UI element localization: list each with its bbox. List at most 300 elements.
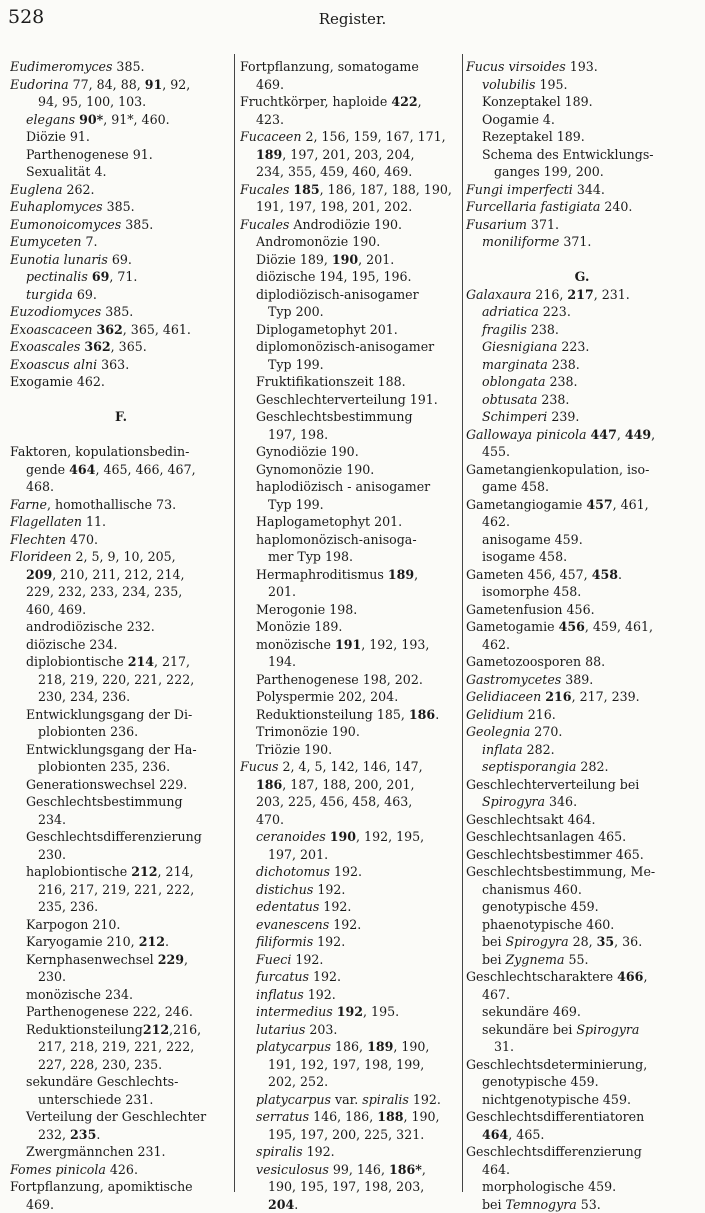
- entry-text: Geschlechterverteilung 191.: [256, 392, 438, 407]
- entry-text: 195, 197, 200, 225, 321.: [268, 1127, 424, 1142]
- page-reference-bold: 186*: [389, 1162, 422, 1177]
- taxon-name: Temnogyra: [506, 1197, 577, 1212]
- entry-text: mer Typ 198.: [268, 549, 353, 564]
- page-reference-bold: 189: [256, 147, 282, 162]
- entry-text: 423.: [256, 112, 284, 127]
- taxon-name: Galaxaura: [466, 287, 531, 302]
- entry-text: androdiözische 232.: [26, 619, 155, 634]
- entry-text: Reduktionsteilung: [26, 1022, 143, 1037]
- entry-text: Reduktionsteilung 185,: [256, 707, 409, 722]
- index-entry: [466, 618, 698, 636]
- index-entry: [240, 286, 460, 304]
- entry-text: 238.: [537, 392, 569, 407]
- index-entry: [466, 58, 698, 76]
- page-reference-bold: 457: [586, 497, 612, 512]
- taxon-name: Gallowaya pinicola: [466, 427, 587, 442]
- entry-text: 462.: [482, 637, 510, 652]
- index-entry: [10, 706, 232, 724]
- taxon-name: dichotomus: [256, 864, 330, 879]
- index-entry: [240, 1108, 460, 1126]
- index-entry: [240, 776, 460, 794]
- index-entry: [466, 391, 698, 409]
- column-rule: [234, 54, 235, 1192]
- entry-text: 2, 5, 9, 10, 205,: [71, 549, 175, 564]
- entry-text: haplomonözisch-anisoga-: [256, 532, 417, 547]
- entry-text: ,: [422, 1162, 426, 1177]
- index-entry: [240, 933, 460, 951]
- entry-text: ,: [617, 427, 625, 442]
- taxon-name: Gelidium: [466, 707, 524, 722]
- index-entry: [466, 373, 698, 391]
- index-entry: [466, 898, 698, 916]
- index-entry: [466, 881, 698, 899]
- index-entry: [240, 1196, 460, 1213]
- taxon-name: adriatica: [482, 304, 539, 319]
- index-entry: [240, 391, 460, 409]
- index-entry: [466, 776, 698, 794]
- entry-text: Konzeptakel 189.: [482, 94, 593, 109]
- entry-text: Geschlechtsbestimmer 465.: [466, 847, 644, 862]
- entry-text: sekundäre 469.: [482, 1004, 581, 1019]
- entry-text: monözische: [256, 637, 335, 652]
- index-entry: [240, 128, 460, 146]
- entry-text: Entwicklungsgang der Di-: [26, 707, 192, 722]
- index-entry: [10, 1056, 232, 1074]
- entry-text: 69.: [73, 287, 97, 302]
- taxon-name: spiralis: [256, 1144, 303, 1159]
- taxon-name: Geolegnia: [466, 724, 530, 739]
- entry-text: Geschlechtsbestimmung: [26, 794, 183, 809]
- entry-text: haplodiözisch - anisogamer: [256, 479, 430, 494]
- entry-text: 371.: [527, 217, 559, 232]
- index-entry: [466, 496, 698, 514]
- entry-text: 28,: [569, 934, 597, 949]
- entry-text: 202, 252.: [268, 1074, 328, 1089]
- taxon-name: intermedius: [256, 1004, 333, 1019]
- index-column-3: [466, 58, 698, 1213]
- index-entry: [10, 776, 232, 794]
- entry-text: 230, 234, 236.: [38, 689, 130, 704]
- index-entry: [10, 1178, 232, 1196]
- index-entry: [10, 846, 232, 864]
- entry-text: Karpogon 210.: [26, 917, 120, 932]
- index-entry: [10, 496, 232, 514]
- entry-text: , 465.: [508, 1127, 544, 1142]
- index-entry: [240, 881, 460, 899]
- entry-text: 230.: [38, 969, 66, 984]
- entry-text: Triözie 190.: [256, 742, 332, 757]
- entry-text: Gametangienkopulation, iso-: [466, 462, 649, 477]
- entry-text: ,: [643, 969, 647, 984]
- entry-text: Oogamie 4.: [482, 112, 555, 127]
- entry-text: 230.: [38, 847, 66, 862]
- taxon-name: Exoascus alni: [10, 357, 97, 372]
- index-entry: [10, 828, 232, 846]
- index-entry: [466, 286, 698, 304]
- entry-text: 2, 4, 5, 142, 146, 147,: [278, 759, 422, 774]
- index-entry: [466, 723, 698, 741]
- entry-text: , 210, 211, 212, 214,: [52, 567, 184, 582]
- taxon-name: Gastromycetes: [466, 672, 561, 687]
- index-entry: [240, 968, 460, 986]
- index-entry: [466, 338, 698, 356]
- running-head: Register.: [0, 10, 705, 28]
- entry-text: 146, 186,: [309, 1109, 377, 1124]
- entry-text: , 465, 466, 467,: [95, 462, 195, 477]
- index-entry: [466, 76, 698, 94]
- index-entry: [10, 1073, 232, 1091]
- taxon-name: distichus: [256, 882, 313, 897]
- taxon-name: Schimperi: [482, 409, 547, 424]
- index-entry: [10, 478, 232, 496]
- entry-text: 238.: [527, 322, 559, 337]
- index-entry: [466, 706, 698, 724]
- index-entry: [466, 321, 698, 339]
- taxon-name: Furcellaria fastigiata: [466, 199, 600, 214]
- index-entry: [240, 233, 460, 251]
- entry-text: 385.: [101, 304, 133, 319]
- entry-text: bei: [482, 952, 506, 967]
- entry-text: Diplogametophyt 201.: [256, 322, 398, 337]
- index-entry: [240, 863, 460, 881]
- taxon-name: ceranoides: [256, 829, 326, 844]
- taxon-name: filiformis: [256, 934, 313, 949]
- index-entry: [466, 1143, 698, 1161]
- entry-text: isogame 458.: [482, 549, 567, 564]
- spacer: [10, 426, 232, 444]
- taxon-name: Eumyceten: [10, 234, 82, 249]
- index-entry: [240, 443, 460, 461]
- index-entry: [240, 76, 460, 94]
- entry-text: 192.: [319, 899, 351, 914]
- entry-text: isomorphe 458.: [482, 584, 581, 599]
- page-reference-bold: 214: [128, 654, 154, 669]
- entry-text: , 231.: [594, 287, 630, 302]
- index-entry: [466, 671, 698, 689]
- index-entry: [240, 163, 460, 181]
- index-entry: [240, 566, 460, 584]
- entry-text: Haplogametophyt 201.: [256, 514, 402, 529]
- taxon-name: inflata: [482, 742, 523, 757]
- index-entry: [10, 968, 232, 986]
- taxon-name: Eudorina: [10, 77, 69, 92]
- entry-text: 363.: [97, 357, 129, 372]
- entry-text: Gametozoosporen 88.: [466, 654, 605, 669]
- entry-text: 192.: [291, 952, 323, 967]
- entry-text: 192.: [313, 882, 345, 897]
- taxon-name: volubilis: [482, 77, 535, 92]
- entry-text: 455.: [482, 444, 510, 459]
- entry-text: 262.: [62, 182, 94, 197]
- index-entry: [10, 531, 232, 549]
- index-entry: [240, 846, 460, 864]
- entry-text: Gametangiogamie: [466, 497, 586, 512]
- entry-text: 191, 197, 198, 201, 202.: [256, 199, 412, 214]
- index-entry: [466, 653, 698, 671]
- entry-text: 94, 95, 100, 103.: [38, 94, 146, 109]
- index-entry: [10, 881, 232, 899]
- page-reference-bold: 188: [377, 1109, 403, 1124]
- section-letter: [466, 268, 698, 286]
- index-entry: [10, 618, 232, 636]
- entry-text: 186,: [331, 1039, 367, 1054]
- index-entry: [10, 548, 232, 566]
- entry-text: 193.: [566, 59, 598, 74]
- entry-text: diplomonözisch-anisogamer: [256, 339, 434, 354]
- entry-text: .: [294, 1197, 298, 1212]
- entry-text: 192.: [313, 934, 345, 949]
- index-entry: [10, 811, 232, 829]
- index-entry: [10, 286, 232, 304]
- entry-text: F.: [115, 409, 127, 424]
- taxon-name: Fucales: [240, 217, 289, 232]
- index-entry: [240, 1126, 460, 1144]
- entry-text: Kernphasenwechsel: [26, 952, 158, 967]
- entry-text: , 461,: [613, 497, 649, 512]
- taxon-name: Euhaplomyces: [10, 199, 103, 214]
- taxon-name: Eudimeromyces: [10, 59, 112, 74]
- entry-text: 192.: [330, 864, 362, 879]
- index-entry: [10, 933, 232, 951]
- index-entry: [240, 408, 460, 426]
- entry-text: 426.: [106, 1162, 138, 1177]
- index-entry: [240, 58, 460, 76]
- index-entry: [466, 1038, 698, 1056]
- entry-text: Geschlechtsbestimmung, Me-: [466, 864, 655, 879]
- index-entry: [240, 811, 460, 829]
- index-entry: [240, 916, 460, 934]
- index-entry: [240, 793, 460, 811]
- entry-text: sekundäre Geschlechts-: [26, 1074, 178, 1089]
- entry-text: plobionten 236.: [38, 724, 138, 739]
- taxon-name: elegans: [26, 112, 75, 127]
- entry-text: , 190,: [393, 1039, 429, 1054]
- index-entry: [240, 321, 460, 339]
- taxon-name: Fomes pinicola: [10, 1162, 106, 1177]
- entry-text: 223.: [557, 339, 589, 354]
- index-entry: [10, 671, 232, 689]
- taxon-name: edentatus: [256, 899, 319, 914]
- entry-text: , 459, 461,: [585, 619, 653, 634]
- entry-text: Androdiözie 190.: [289, 217, 402, 232]
- taxon-name: Fucales: [240, 182, 289, 197]
- entry-text: gende: [26, 462, 69, 477]
- index-entry: [240, 1073, 460, 1091]
- entry-text: 191, 192, 197, 198, 199,: [268, 1057, 424, 1072]
- index-entry: [10, 601, 232, 619]
- entry-text: , 186, 187, 188, 190,: [320, 182, 452, 197]
- page-reference-bold: 90*: [79, 112, 103, 127]
- entry-text: Geschlechtscharaktere: [466, 969, 617, 984]
- entry-text: bei: [482, 934, 506, 949]
- index-entry: [10, 233, 232, 251]
- index-entry: [10, 636, 232, 654]
- taxon-name: marginata: [482, 357, 548, 372]
- taxon-name: Florideen: [10, 549, 71, 564]
- taxon-name: Fucus: [240, 759, 278, 774]
- entry-text: 192.: [409, 1092, 441, 1107]
- index-entry: [240, 688, 460, 706]
- page-reference-bold: 229: [158, 952, 184, 967]
- entry-text: 234, 355, 459, 460, 469.: [256, 164, 412, 179]
- entry-text: , 365, 461.: [123, 322, 191, 337]
- page-reference-bold: 216: [545, 689, 571, 704]
- entry-text: 467.: [482, 987, 510, 1002]
- entry-text: Typ 200.: [268, 304, 324, 319]
- entry-text: Monözie 189.: [256, 619, 342, 634]
- index-entry: [240, 1038, 460, 1056]
- index-entry: [466, 863, 698, 881]
- entry-text: 218, 219, 220, 221, 222,: [38, 672, 194, 687]
- entry-text: , 187, 188, 200, 201,: [282, 777, 414, 792]
- page-reference-bold: 91: [145, 77, 163, 92]
- entry-text: 282.: [523, 742, 555, 757]
- entry-text: , 192, 195,: [356, 829, 424, 844]
- entry-text: Geschlechtsanlagen 465.: [466, 829, 626, 844]
- entry-text: , 214,: [158, 864, 194, 879]
- entry-text: .: [165, 934, 169, 949]
- entry-text: 344.: [573, 182, 605, 197]
- entry-text: 190, 195, 197, 198, 203,: [268, 1179, 424, 1194]
- index-entry: [466, 408, 698, 426]
- index-entry: [10, 111, 232, 129]
- taxon-name: furcatus: [256, 969, 309, 984]
- index-entry: [466, 828, 698, 846]
- page-reference-bold: 464: [69, 462, 95, 477]
- index-entry: [240, 373, 460, 391]
- entry-text: 464.: [482, 1162, 510, 1177]
- page-reference-bold: 362: [97, 322, 123, 337]
- index-entry: [240, 496, 460, 514]
- entry-text: ,216,: [169, 1022, 201, 1037]
- page-reference-bold: 458: [592, 567, 618, 582]
- index-entry: [10, 741, 232, 759]
- index-entry: [10, 181, 232, 199]
- index-entry: [466, 513, 698, 531]
- index-entry: [10, 93, 232, 111]
- entry-text: Andromonözie 190.: [256, 234, 380, 249]
- taxon-name: fragilis: [482, 322, 527, 337]
- entry-text: 217, 218, 219, 221, 222,: [38, 1039, 194, 1054]
- index-entry: [466, 478, 698, 496]
- taxon-name: evanescens: [256, 917, 329, 932]
- index-entry: [10, 566, 232, 584]
- entry-text: .: [435, 707, 439, 722]
- entry-text: Verteilung der Geschlechter: [26, 1109, 206, 1124]
- page-reference-bold: 212: [131, 864, 157, 879]
- index-entry: [466, 636, 698, 654]
- index-entry: [10, 146, 232, 164]
- entry-text: 238.: [548, 357, 580, 372]
- index-entry: [10, 373, 232, 391]
- index-entry: [10, 758, 232, 776]
- index-entry: [10, 338, 232, 356]
- page-reference-bold: 362: [84, 339, 110, 354]
- index-entry: [240, 1178, 460, 1196]
- index-entry: [240, 146, 460, 164]
- entry-text: 462.: [482, 514, 510, 529]
- index-entry: [10, 251, 232, 269]
- taxon-name: Giesnigiana: [482, 339, 557, 354]
- page-reference-bold: 186: [256, 777, 282, 792]
- taxon-name: lutarius: [256, 1022, 305, 1037]
- index-entry: [10, 653, 232, 671]
- entry-text: 235, 236.: [38, 899, 98, 914]
- page-number: 528: [8, 6, 44, 28]
- index-entry: [466, 1073, 698, 1091]
- index-entry: [466, 1126, 698, 1144]
- entry-text: 460, 469.: [26, 602, 86, 617]
- taxon-name: pectinalis: [26, 269, 88, 284]
- entry-text: Geschlechtsdifferenzierung: [26, 829, 202, 844]
- index-entry: [240, 303, 460, 321]
- taxon-name: moniliforme: [482, 234, 559, 249]
- index-entry: [466, 1178, 698, 1196]
- entry-text: Schema des Entwicklungs-: [482, 147, 654, 162]
- entry-text: 99, 146,: [329, 1162, 389, 1177]
- entry-text: unterschiede 231.: [38, 1092, 153, 1107]
- index-entry: [240, 653, 460, 671]
- entry-text: , 217, 239.: [572, 689, 640, 704]
- entry-text: 192.: [303, 1144, 335, 1159]
- index-entry: [466, 846, 698, 864]
- entry-text: .: [618, 567, 622, 582]
- index-entry: [240, 636, 460, 654]
- page-reference-bold: 449: [625, 427, 651, 442]
- index-entry: [240, 268, 460, 286]
- entry-text: diplodiözisch-anisogamer: [256, 287, 419, 302]
- index-entry: [10, 1108, 232, 1126]
- taxon-name: Fucaceen: [240, 129, 301, 144]
- index-entry: [240, 1143, 460, 1161]
- entry-text: .: [96, 1127, 100, 1142]
- entry-text: Geschlechterverteilung bei: [466, 777, 639, 792]
- page-reference-bold: 447: [591, 427, 617, 442]
- taxon-name: Spirogyra: [576, 1022, 639, 1037]
- entry-text: diözische 234.: [26, 637, 117, 652]
- entry-text: Geschlechtsakt 464.: [466, 812, 596, 827]
- index-entry: [10, 951, 232, 969]
- entry-text: ,: [418, 94, 422, 109]
- entry-text: 194.: [268, 654, 296, 669]
- taxon-name: Fungi imperfecti: [466, 182, 573, 197]
- entry-text: sekundäre bei: [482, 1022, 576, 1037]
- index-entry: [240, 1161, 460, 1179]
- entry-text: 469.: [26, 1197, 54, 1212]
- entry-text: diözische 194, 195, 196.: [256, 269, 412, 284]
- index-entry: [10, 268, 232, 286]
- entry-text: 223.: [539, 304, 571, 319]
- entry-text: , 91*, 460.: [103, 112, 169, 127]
- taxon-name: inflatus: [256, 987, 304, 1002]
- entry-text: 203, 225, 456, 458, 463,: [256, 794, 412, 809]
- taxon-name: Fueci: [256, 952, 291, 967]
- entry-text: Hermaphroditismus: [256, 567, 388, 582]
- entry-text: 197, 198.: [268, 427, 328, 442]
- index-entry: [240, 1021, 460, 1039]
- entry-text: 469.: [256, 77, 284, 92]
- page-reference-bold: 192: [337, 1004, 363, 1019]
- entry-text: 31.: [494, 1039, 514, 1054]
- entry-text: haplobiontische: [26, 864, 131, 879]
- entry-text: Gynodiözie 190.: [256, 444, 359, 459]
- index-entry: [240, 1003, 460, 1021]
- index-entry: [466, 951, 698, 969]
- section-letter: [10, 408, 232, 426]
- index-entry: [466, 198, 698, 216]
- page-reference-bold: 191: [335, 637, 361, 652]
- entry-text: 2, 156, 159, 167, 171,: [301, 129, 445, 144]
